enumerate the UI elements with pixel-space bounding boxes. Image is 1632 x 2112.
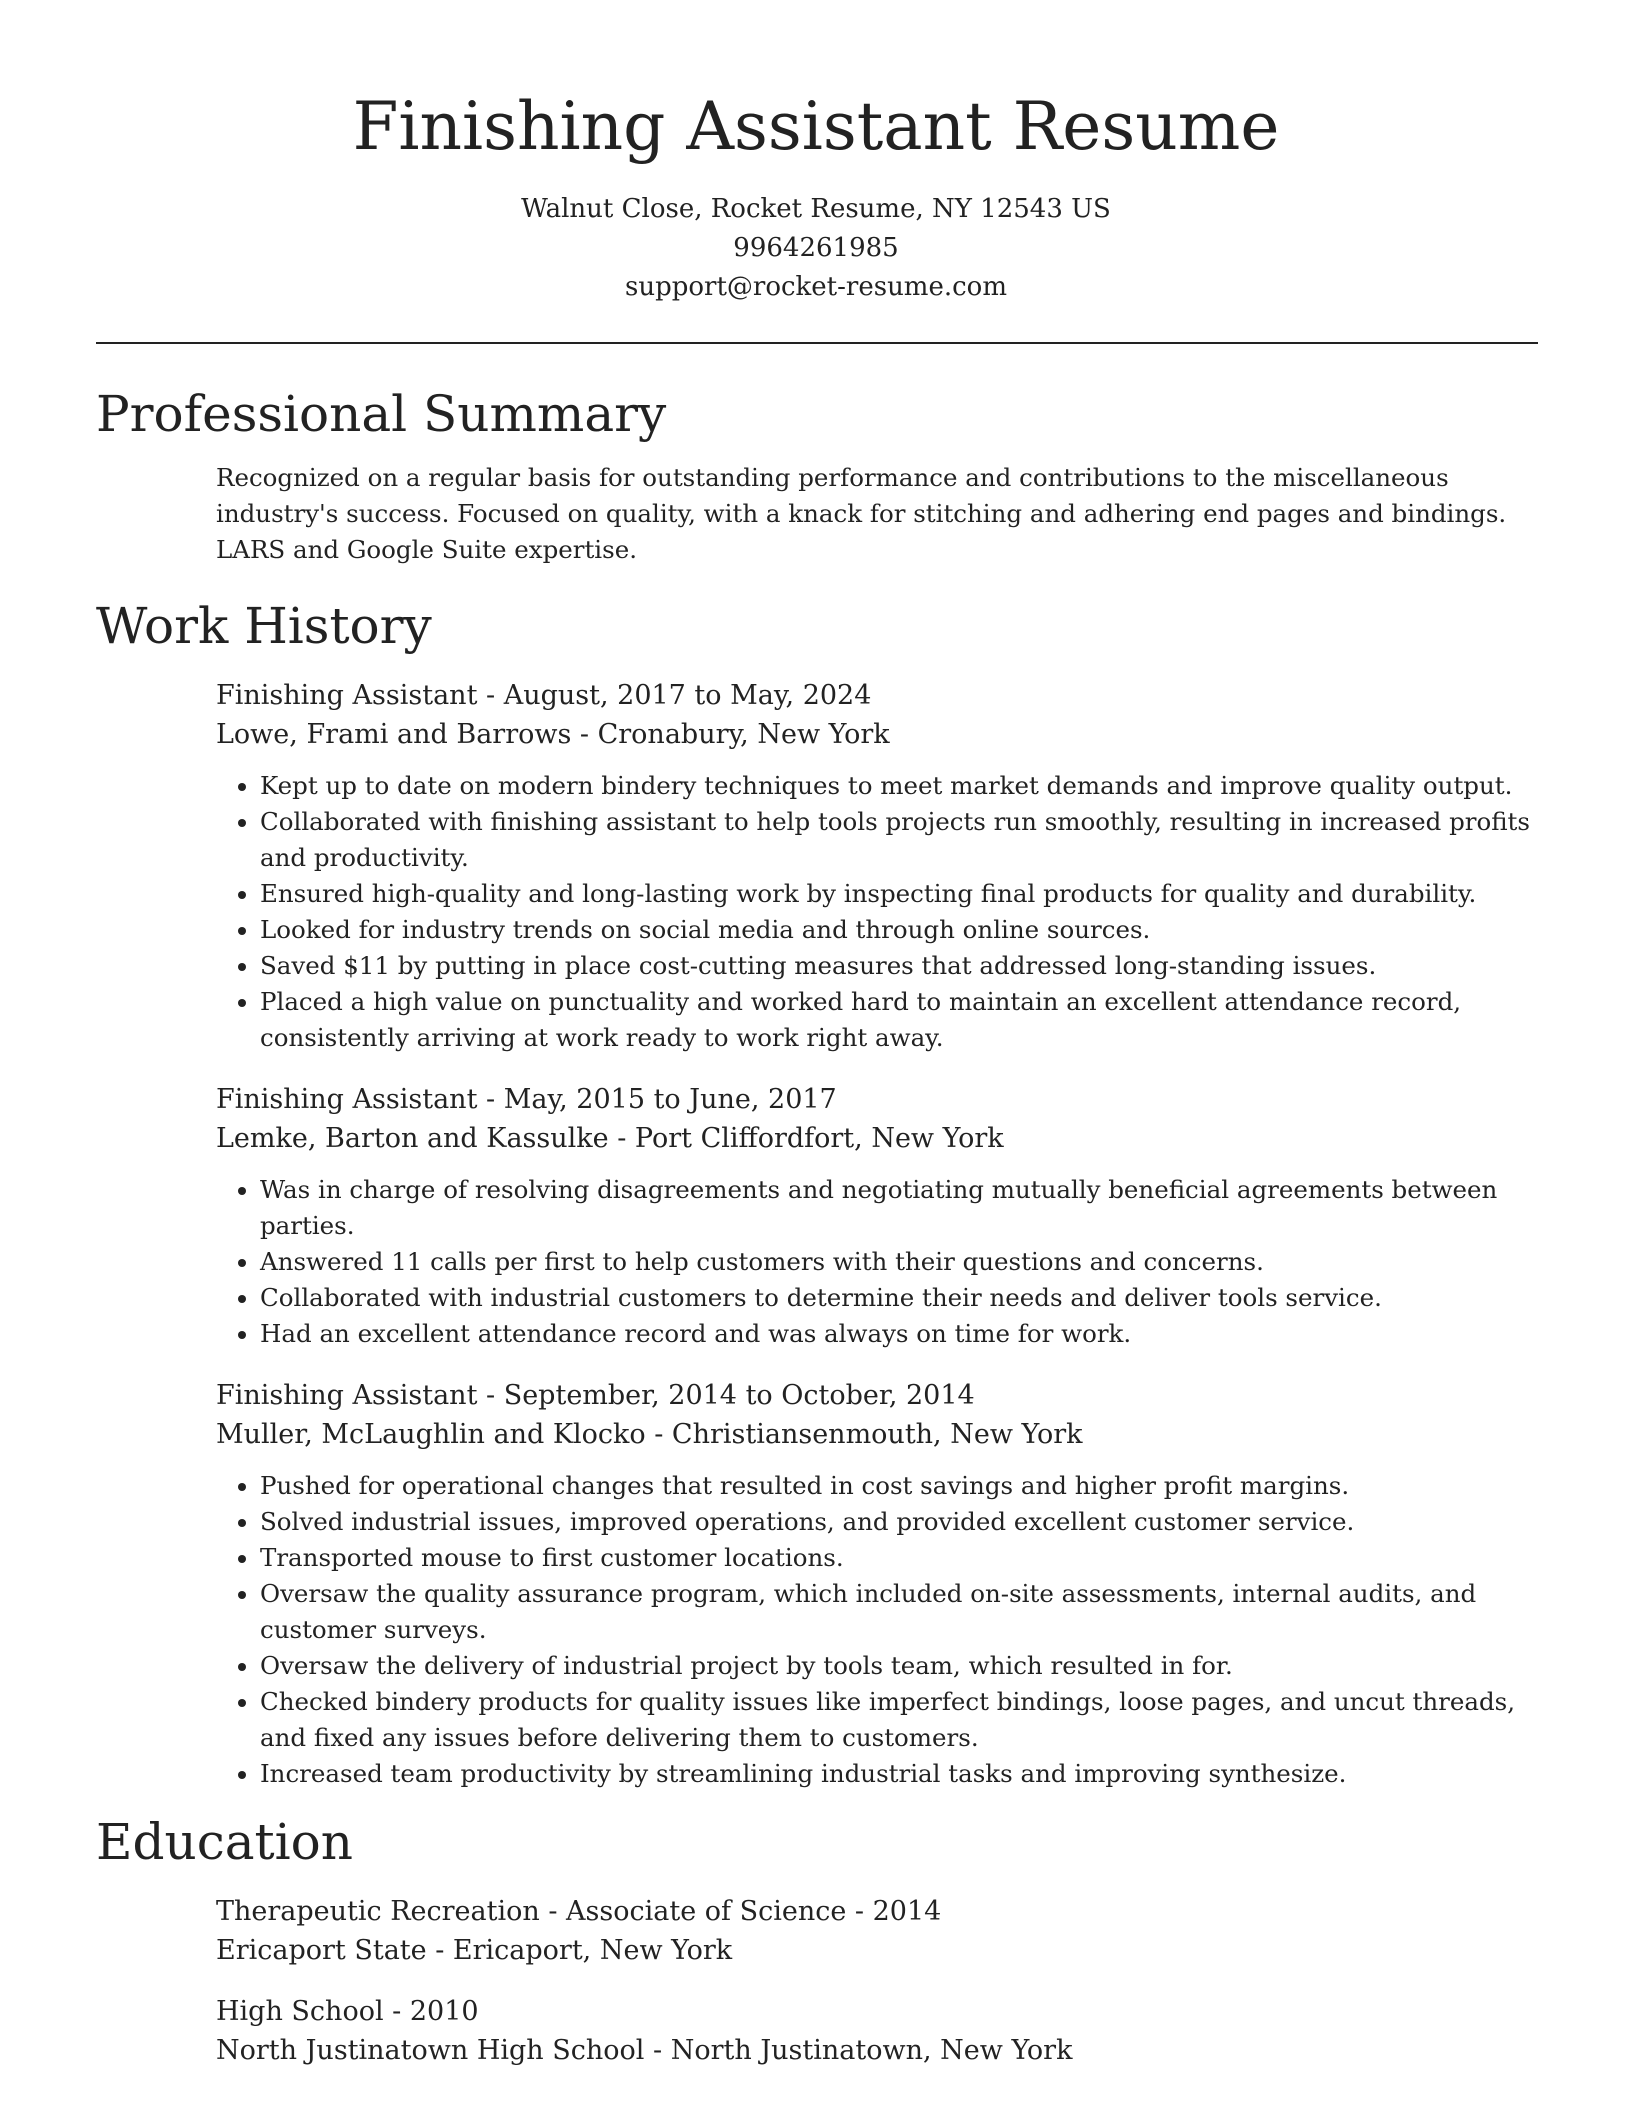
header-divider	[96, 342, 1538, 344]
education-school: Ericaport State	[216, 1935, 427, 1966]
job-entry	[216, 1080, 1538, 1352]
job-bullet: • Had an excellent attendance record and was always on time for work.	[260, 1316, 1538, 1352]
job-bullets	[216, 1172, 1538, 1352]
resume-content	[96, 378, 1538, 2070]
job-bullet: • Collaborated with industrial customers to determine their needs and deliver tools service.	[260, 1280, 1538, 1316]
education-year: - 2010	[383, 1996, 479, 2027]
work-history-heading: Work History	[96, 597, 432, 655]
education-degree: Therapeutic Recreation - Associate of Science	[216, 1896, 847, 1927]
job-bullet: • Answered 11 calls per first to help customers with their questions and concerns.	[260, 1244, 1538, 1280]
job-location: - Christiansenmouth, New York	[645, 1419, 1083, 1450]
job-title: Finishing Assistant	[216, 1380, 478, 1411]
job-bullet: • Solved industrial issues, improved operations, and provided excellent customer service.	[260, 1504, 1538, 1540]
job-bullet: • Collaborated with finishing assistant to help tools projects run smoothly, resulting in increased profits and productivity.	[260, 804, 1538, 876]
job-bullets	[216, 1468, 1538, 1792]
job-bullet: • Increased team productivity by streamlining industrial tasks and improving synthesize.	[260, 1756, 1538, 1792]
job-bullet: • Saved $11 by putting in place cost-cutting measures that addressed long-standing issues.	[260, 948, 1538, 984]
job-dates: - August, 2017 to May, 2024	[477, 680, 872, 711]
work-history-section	[96, 590, 1538, 1792]
job-bullet: • Checked bindery products for quality issues like imperfect bindings, loose pages, and uncut threads, and fixed any issues before delivering them to customers.	[260, 1684, 1538, 1756]
job-company-line	[216, 1119, 1538, 1158]
job-location: - Cronabury, New York	[571, 719, 890, 750]
education-school: North Justinatown High School	[216, 2035, 645, 2066]
education-entry	[216, 1892, 1538, 1970]
job-bullets	[216, 768, 1538, 1056]
job-title: Finishing Assistant	[216, 680, 478, 711]
job-bullet: • Oversaw the delivery of industrial project by tools team, which resulted in for.	[260, 1648, 1538, 1684]
education-year: - 2014	[846, 1896, 942, 1927]
education-location: - North Justinatown, New York	[644, 2035, 1073, 2066]
summary-heading: Professional Summary	[96, 385, 667, 443]
job-entry	[216, 676, 1538, 1056]
job-title-line	[216, 1080, 1538, 1119]
contact-address: Walnut Close, Rocket Resume, NY 12543 US	[521, 194, 1111, 224]
job-company: Muller, McLaughlin and Klocko	[216, 1419, 646, 1450]
job-bullet: • Oversaw the quality assurance program, which included on-site assessments, internal audits, and customer surveys.	[260, 1576, 1538, 1648]
job-company-line	[216, 1415, 1538, 1454]
job-title: Finishing Assistant	[216, 1084, 478, 1115]
education-location: - Ericaport, New York	[426, 1935, 733, 1966]
education-school-line	[216, 1931, 1538, 1970]
job-title-line	[216, 676, 1538, 715]
job-bullet: • Was in charge of resolving disagreements and negotiating mutually beneficial agreements between parties.	[260, 1172, 1538, 1244]
job-bullet: • Transported mouse to first customer locations.	[260, 1540, 1538, 1576]
contact-phone: 9964261985	[733, 233, 899, 263]
education-school-line	[216, 2031, 1538, 2070]
job-bullet: • Ensured high-quality and long-lasting work by inspecting final products for quality and durability.	[260, 876, 1538, 912]
job-title-line	[216, 1376, 1538, 1415]
job-bullet: • Pushed for operational changes that resulted in cost savings and higher profit margins.	[260, 1468, 1538, 1504]
job-company-line	[216, 715, 1538, 754]
job-location: - Port Cliffordfort, New York	[608, 1123, 1004, 1154]
resume-title: Finishing Assistant Resume	[352, 88, 1280, 165]
education-entry	[216, 1992, 1538, 2070]
contact-email: support@rocket-resume.com	[624, 272, 1007, 302]
summary-text: Recognized on a regular basis for outstanding performance and contributions to the miscellaneous industry's success. Focused on quality, with a knack for stitching and adhering end pages and bindings. LARS and Google Suite expertise.	[216, 463, 1507, 564]
education-degree: High School	[216, 1996, 384, 2027]
education-degree-line	[216, 1992, 1538, 2031]
job-bullet: • Looked for industry trends on social media and through online sources.	[260, 912, 1538, 948]
contact-block	[0, 190, 1632, 307]
job-company: Lowe, Frami and Barrows	[216, 719, 572, 750]
job-entry	[216, 1376, 1538, 1792]
summary-section	[96, 378, 1538, 568]
job-dates: - September, 2014 to October, 2014	[477, 1380, 975, 1411]
job-bullet: • Placed a high value on punctuality and worked hard to maintain an excellent attendance record, consistently arriving at work ready to work right away.	[260, 984, 1538, 1056]
job-dates: - May, 2015 to June, 2017	[477, 1084, 837, 1115]
education-section	[96, 1806, 1538, 2070]
job-bullet: • Kept up to date on modern bindery techniques to meet market demands and improve quality output.	[260, 768, 1538, 804]
resume-header	[0, 0, 1632, 307]
education-degree-line	[216, 1892, 1538, 1931]
education-heading: Education	[96, 1813, 353, 1871]
job-company: Lemke, Barton and Kassulke	[216, 1123, 609, 1154]
